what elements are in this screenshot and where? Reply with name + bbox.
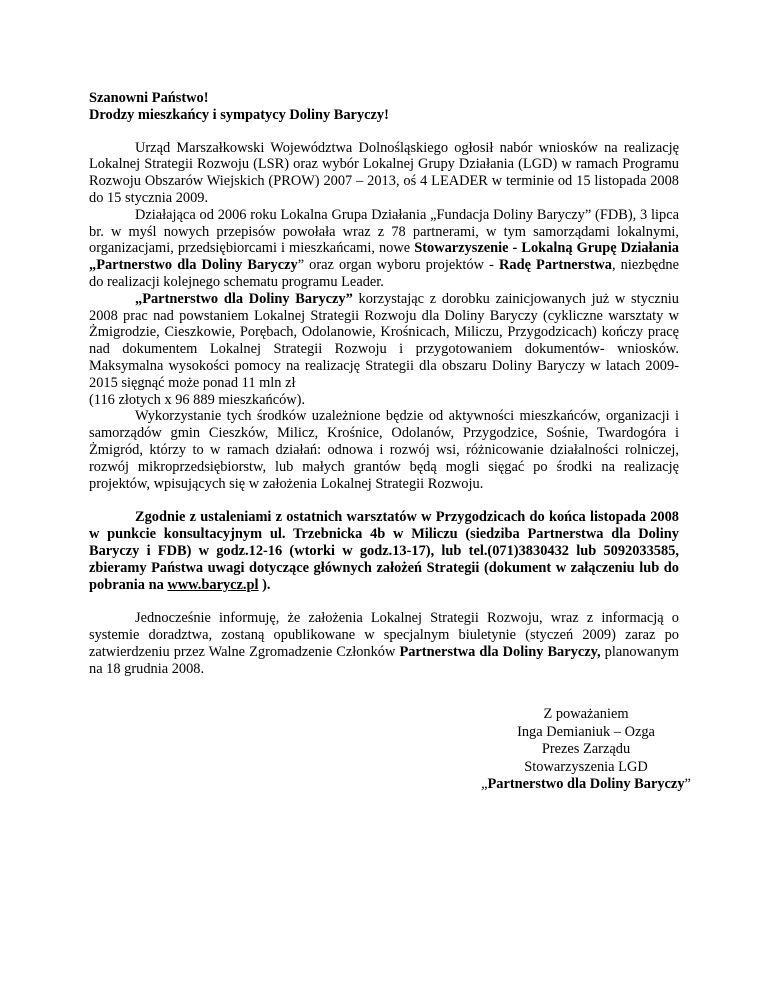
greeting-line-2: Drodzy mieszkańcy i sympatycy Doliny Baryczy! xyxy=(89,106,389,123)
paragraph-funds: Wykorzystanie tych środków uzależnione będzie od aktywności mieszkańców, organizacji i samorządów gmin Cieszków, Milicz, Krośnice, Odolanów, Przygodzice, Sośnie, Twardogóra i Żmigród, którzy to w ramach działań: odnowa i rozwój wsi, różnicowanie działalności rolniczej, rozwój mikroprzedsiębiorstw, lub małych grantów będą mogli sięgać po środki na realizację projektów, wpisujących się w założenia Lokalnej Strategii Rozwoju. xyxy=(89,408,679,492)
p6-text-2: planowanym na 18 grudnia 2008. xyxy=(89,643,679,677)
p5-bold-1: Zgodnie z ustaleniami z ostatnich warsztatów w Przygodzicach do końca listopada 2008 w punkcie konsultacyjnym ul. Trzebnicka 4b w Miliczu (siedziba Partnerstwa dla Doliny Baryczy i FDB) w godz.12-16 (wtorki w godz.13-17), lub tel.(071)3830432 lub 5092033585, zbieramy Państwa uwagi dotyczące głównych założeń Strategii (dokument w załączeniu lub do pobrania na xyxy=(89,509,679,593)
p2-text-2: ” oraz organ wyboru projektów - xyxy=(297,257,499,274)
p2-text-3: , niezbędne do realizacji kolejnego schematu programu Leader. xyxy=(89,257,679,290)
signature-closing: Z poważaniem xyxy=(543,706,629,722)
p6-text-1: Jednocześnie informuję, że założenia Lokalnej Strategii Rozwoju, wraz z informacją o systemie doradztwa, zostaną opublikowane w specjalnym biuletynie (styczeń 2009) zaraz po zatwierdzeniu przez Walne Zgromadzenie Członków xyxy=(89,610,679,660)
paragraph-partnership-tail: (116 złotych x 96 889 mieszkańców). xyxy=(89,391,306,408)
paragraph-foundation xyxy=(89,207,679,291)
paragraph-announcement: Urząd Marszałkowski Województwa Dolnośląskiego ogłosił nabór wniosków na realizację Lokalnej Strategii Rozwoju (LSR) oraz wybór Lokalnej Grupy Działania (LGD) w ramach Programu Rozwoju Obszarów Wiejskich (PROW) 2007 – 2013, oś 4 LEADER w terminie od 15 listopada 2008 do 15 stycznia 2009. xyxy=(89,139,679,206)
website-link[interactable]: www.barycz.pl xyxy=(167,576,259,593)
paragraph-partnership xyxy=(89,291,679,392)
paragraph-consultation xyxy=(89,509,679,593)
letter-body xyxy=(89,90,679,678)
p6-bold-1: Partnerstwa dla Doliny Baryczy, xyxy=(399,643,601,660)
paragraph-bulletin xyxy=(89,610,679,677)
p2-bold-1: Stowarzyszenie - Lokalną Grupę Działania „Partnerstwo dla Doliny Baryczy xyxy=(89,240,679,274)
signature-org: Stowarzyszenia LGD xyxy=(524,758,648,775)
signature-name: Inga Demianiuk – Ozga xyxy=(517,723,655,740)
p5-bold-2: ). xyxy=(258,576,271,593)
p2-text-1: Działająca od 2006 roku Lokalna Grupa Działania „Fundacja Doliny Baryczy” (FDB), 3 lipca br. w myśl nowych przepisów powołała wraz z 78 partnerami, w tym samorządami lokalnymi, organizacjami, przedsiębiorcami i mieszkańcami, nowe xyxy=(89,206,679,257)
signature-org-name: Partnerstwo dla Doliny Baryczy xyxy=(487,776,685,793)
p3-bold-1: „Partnerstwo dla Doliny Baryczy” xyxy=(135,290,353,307)
p2-bold-2: Radę Partnerstwa xyxy=(498,257,612,274)
signature-org-name-line xyxy=(428,776,744,794)
signature-role: Prezes Zarządu xyxy=(541,741,631,758)
quote-open: „ xyxy=(481,776,488,793)
quote-close: ” xyxy=(684,776,691,793)
signature-block xyxy=(428,706,744,794)
p3-text-1: korzystając z dorobku zainicjowanych już w styczniu 2008 prac nad powstaniem Lokalnej Strategii Rozwoju dla Doliny Baryczy (cykliczne warsztaty w Żmigrodzie, Cieszkowie, Porębach, Odolanowie, Krośnicach, Miliczu, Przygodzicach) kończy pracę nad dokumentem Lokalnej Strategii Rozwoju i przygotowaniem dokumentów- wniosków. Maksymalna wysokości pomocy na realizację Strategii dla obszaru Doliny Baryczy w latach 2009-2015 sięgnąć może ponad 11 mln zł xyxy=(89,290,679,391)
greeting-line-1: Szanowni Państwo! xyxy=(89,90,209,106)
